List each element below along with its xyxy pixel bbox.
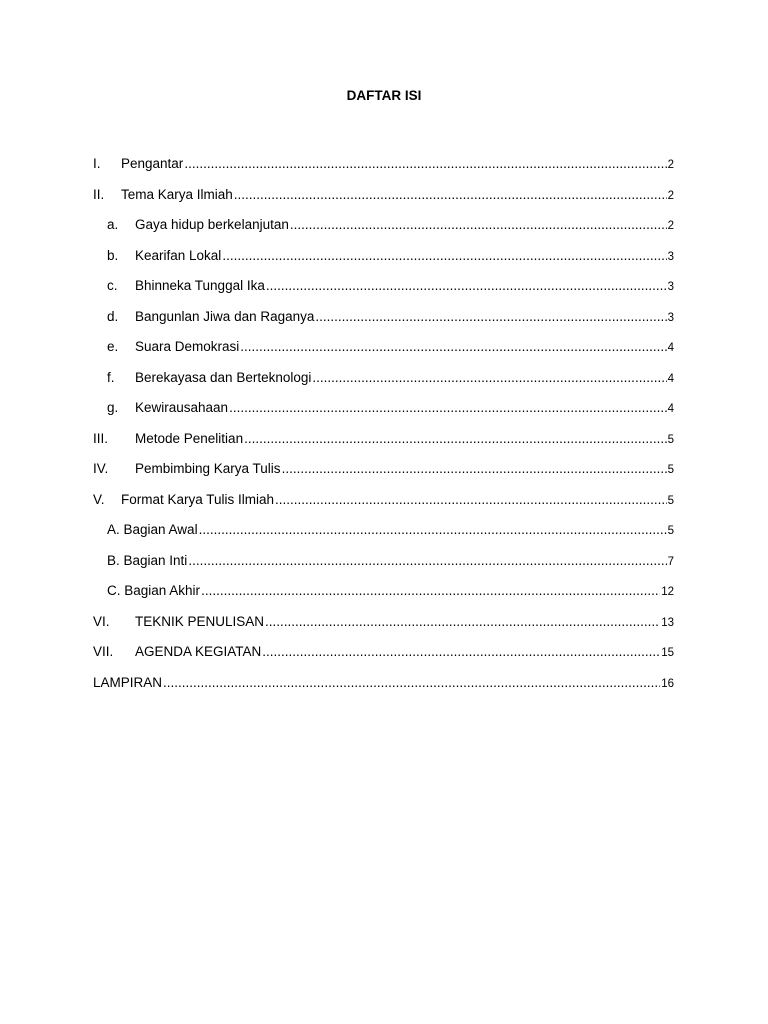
dot-leader (234, 185, 667, 205)
toc-entry-page: 5 (667, 433, 674, 446)
toc-entry-number: d. (107, 308, 119, 324)
toc-entry-page: 3 (667, 281, 674, 293)
toc-entry-label: Format Karya Tulis Ilmiah (121, 491, 275, 507)
toc-entry-number: a. (107, 217, 119, 232)
toc-entry-number: f. (107, 369, 115, 385)
toc-entry-label: Bangunlan Jiwa dan Raganya (135, 308, 315, 324)
toc-entry-label: Kearifan Lokal (135, 247, 222, 263)
toc-entry-page: 2 (667, 189, 674, 202)
dot-leader (201, 581, 660, 601)
dot-leader (199, 520, 667, 540)
toc-entry-page: 5 (667, 494, 674, 507)
toc-entry-number: IV. (93, 461, 109, 476)
toc-entry-number: c. (107, 278, 118, 293)
toc-entry-label: Tema Karya Ilmiah (121, 186, 233, 202)
toc-entry-label: TEKNIK PENULISAN (135, 613, 265, 629)
toc-entry-label: Berekayasa dan Berteknologi (135, 369, 312, 385)
toc-entry-page: 2 (667, 220, 674, 232)
dot-leader (222, 246, 666, 266)
dot-leader (265, 612, 660, 632)
toc-entry-page: 7 (667, 555, 674, 568)
toc-entry-suara-demokrasi[interactable] (0, 337, 768, 368)
toc-entry-number: VI. (93, 613, 110, 629)
toc-entry-kearifan-lokal[interactable] (0, 246, 768, 277)
dot-leader (262, 642, 660, 662)
toc-entry-pengantar[interactable] (0, 154, 768, 185)
toc-entry-number: e. (107, 339, 119, 354)
toc-entry-page: 15 (661, 647, 674, 659)
toc-entry-number: V. (93, 491, 105, 507)
table-of-contents (0, 154, 768, 703)
toc-entry-page: 4 (667, 342, 674, 354)
toc-entry-label: C. Bagian Akhir (107, 583, 201, 598)
toc-entry-label: A. Bagian Awal (107, 522, 198, 537)
dot-leader (282, 459, 667, 479)
dot-leader (275, 490, 667, 510)
toc-entry-number: g. (107, 400, 119, 415)
toc-entry-page: 16 (661, 677, 674, 690)
dot-leader (184, 154, 666, 174)
dot-leader (240, 337, 666, 357)
toc-entry-label: Bhinneka Tunggal Ika (135, 278, 265, 293)
toc-entry-label: Suara Demokrasi (135, 339, 240, 354)
toc-entry-label: Metode Penelitian (135, 430, 244, 446)
toc-entry-agenda-kegiatan[interactable] (0, 642, 768, 673)
toc-entry-teknik-penulisan[interactable] (0, 612, 768, 643)
toc-entry-label: Gaya hidup berkelanjutan (135, 217, 289, 232)
toc-entry-number: I. (93, 156, 101, 171)
dot-leader (163, 673, 660, 693)
toc-entry-number: b. (107, 247, 119, 263)
toc-entry-format-karya[interactable] (0, 490, 768, 521)
toc-entry-page: 5 (667, 464, 674, 476)
toc-entry-number: II. (93, 186, 105, 202)
toc-entry-bangunlan-jiwa[interactable] (0, 307, 768, 338)
toc-entry-bagian-inti[interactable] (0, 551, 768, 582)
toc-entry-page: 5 (667, 525, 674, 537)
dot-leader (315, 307, 666, 327)
toc-entry-label: LAMPIRAN (93, 674, 163, 690)
dot-leader (312, 368, 666, 388)
toc-entry-kewirausahaan[interactable] (0, 398, 768, 429)
toc-entry-lampiran[interactable] (0, 673, 768, 704)
toc-entry-bhinneka[interactable] (0, 276, 768, 307)
toc-entry-page: 4 (667, 403, 674, 415)
toc-entry-label: Kewirausahaan (135, 400, 229, 415)
page-title: DAFTAR ISI (346, 88, 422, 103)
toc-entry-page: 13 (661, 616, 674, 629)
toc-entry-bagian-akhir[interactable] (0, 581, 768, 612)
toc-entry-pembimbing[interactable] (0, 459, 768, 490)
toc-entry-page: 3 (667, 250, 674, 263)
dot-leader (244, 429, 667, 449)
toc-entry-label: Pembimbing Karya Tulis (135, 461, 281, 476)
dot-leader (266, 276, 667, 296)
toc-entry-label: AGENDA KEGIATAN (135, 644, 262, 659)
toc-entry-page: 3 (667, 311, 674, 324)
toc-entry-number: VII. (93, 644, 114, 659)
toc-entry-page: 12 (661, 586, 674, 598)
toc-entry-berekayasa[interactable] (0, 368, 768, 399)
dot-leader (290, 215, 667, 235)
toc-entry-tema-karya-ilmiah[interactable] (0, 185, 768, 216)
toc-entry-label: B. Bagian Inti (107, 552, 188, 568)
dot-leader (188, 551, 666, 571)
toc-entry-gaya-hidup[interactable] (0, 215, 768, 246)
dot-leader (229, 398, 667, 418)
toc-entry-metode-penelitian[interactable] (0, 429, 768, 460)
toc-entry-page: 2 (667, 159, 674, 171)
toc-entry-number: III. (93, 430, 109, 446)
toc-entry-page: 4 (667, 372, 674, 385)
toc-entry-bagian-awal[interactable] (0, 520, 768, 551)
toc-entry-label: Pengantar (121, 156, 184, 171)
